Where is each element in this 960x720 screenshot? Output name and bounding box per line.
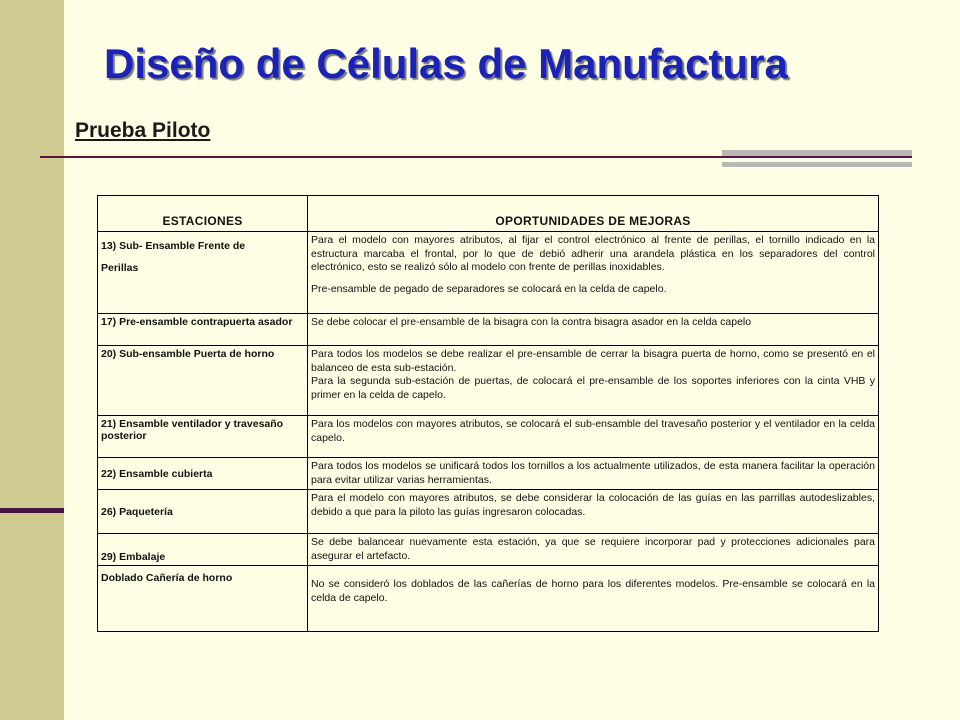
station-label: 13) Sub- Ensamble Frente de	[101, 240, 246, 252]
station-label: Doblado Cañería de horno	[101, 572, 233, 584]
opportunity-text: Para la segunda sub-estación de puertas, de colocará el pre-ensamble de los soportes inferiores con la cinta VHB y primer en la celda de capelo.	[311, 375, 875, 401]
table-row	[98, 416, 879, 458]
opportunity-text: Para el modelo con mayores atributos, se debe considerar la colocación de las guías en las parrillas autodeslizables, debido a que para la piloto las guías ingresaron colocadas.	[311, 492, 875, 518]
table-row	[98, 566, 879, 632]
station-cell	[98, 490, 308, 534]
slide-subtitle: Prueba Piloto	[75, 119, 211, 142]
slide-title: Diseño de Células de Manufactura	[104, 40, 788, 87]
station-label: 17) Pre-ensamble contrapuerta asador	[101, 316, 293, 328]
header-oportunidades: OPORTUNIDADES DE MEJORAS	[308, 196, 879, 232]
opportunity-cell	[308, 566, 879, 632]
table-row	[98, 458, 879, 490]
opportunity-text: Para todos los modelos se debe realizar el pre-ensamble de cerrar la bisagra puerta de horno, como se presentó en el balanceo de esta sub-estación.	[311, 348, 875, 374]
opportunity-text: Para el modelo con mayores atributos, al fijar el control electrónico al frente de perillas, el tornillo indicado en la estructura marcaba el frontal, por lo que de debió adherir una arandela plástica en los separadores del control electrónico, esto se realizó sólo al modelo con frente de perillas inoxidables.	[311, 234, 875, 273]
station-label: 21) Ensamble ventilador y travesaño posterior	[101, 418, 284, 442]
opportunity-cell	[308, 232, 879, 314]
station-cell	[98, 232, 308, 314]
station-cell	[98, 346, 308, 416]
station-label: 26) Paquetería	[101, 505, 173, 518]
table-row	[98, 534, 879, 566]
table-row	[98, 232, 879, 314]
table-row	[98, 490, 879, 534]
table-header-row	[98, 196, 879, 232]
station-cell	[98, 458, 308, 490]
table-row	[98, 346, 879, 416]
opportunity-text: Para los modelos con mayores atributos, se colocará el sub-ensamble del travesaño posterior y el ventilador en la celda capelo.	[311, 418, 875, 444]
header-estaciones: ESTACIONES	[98, 196, 308, 232]
station-cell	[98, 416, 308, 458]
opportunity-cell	[308, 416, 879, 458]
station-cell	[98, 534, 308, 566]
station-cell	[98, 314, 308, 346]
opportunity-text: Pre-ensamble de pegado de separadores se colocará en la celda de capelo.	[311, 282, 667, 295]
station-label: 22) Ensamble cubierta	[101, 467, 213, 480]
side-bar-accent	[0, 508, 64, 513]
opportunity-cell	[308, 534, 879, 566]
opportunity-text: No se consideró los doblados de las cañerías de horno para los diferentes modelos. Pre-ensamble se colocará en la celda de capelo.	[311, 578, 875, 604]
opportunity-text: Se debe balancear nuevamente esta estación, ya que se requiere incorporar pad y protecciones adicionales para asegurar el artefacto.	[311, 536, 875, 562]
table-row	[98, 314, 879, 346]
station-label-continued: Perillas	[101, 262, 139, 274]
station-cell	[98, 566, 308, 632]
opportunity-cell	[308, 346, 879, 416]
station-label: 29) Embalaje	[101, 551, 166, 563]
opportunity-cell	[308, 490, 879, 534]
opportunity-text: Para todos los modelos se unificará todos los tornillos a los actualmente utilizados, de esta manera facilitar la operación para evitar utilizar varias herramientas.	[311, 460, 875, 486]
improvement-table	[97, 195, 879, 632]
divider-accent-top	[722, 150, 912, 156]
divider-accent-bottom	[722, 162, 912, 167]
opportunity-cell	[308, 458, 879, 490]
side-decoration-bar	[0, 0, 64, 720]
title-divider	[40, 156, 912, 158]
opportunity-cell	[308, 314, 879, 346]
opportunity-text: Se debe colocar el pre-ensamble de la bisagra con la contra bisagra asador en la celda capelo	[311, 316, 752, 328]
station-label: 20) Sub-ensamble Puerta de horno	[101, 348, 275, 360]
